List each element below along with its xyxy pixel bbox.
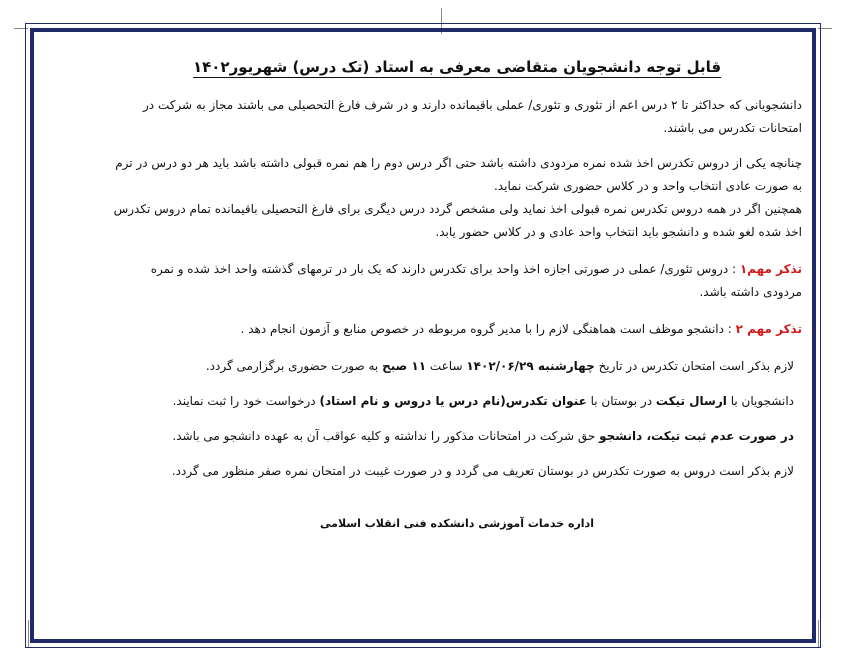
page-title-text: قابل توجه دانشجویان متقاضی معرفی به استاد (تک درس) شهریور۱۴۰۲: [192, 58, 722, 76]
note-1-label: تذکر مهم۱: [739, 262, 802, 276]
exam-text-2: ساعت: [426, 359, 467, 373]
absence-line: لازم بذکر است دروس به صورت تکدرس در بوستان تعریف می گردد و در صورت غیبت در امتحان نمره صفر منظور می گردد.: [171, 464, 794, 478]
ticket-text-1: دانشجویان با: [726, 394, 794, 408]
ticket-text-3: درخواست خود را ثبت نمایند.: [172, 394, 320, 408]
ticket-text-2: در بوستان با: [586, 394, 656, 408]
note-1-text: : دروس تئوری/ عملی در صورتی اجازه اخذ واحد برای تکدرس دارند که یک بار در ترمهای گذشته واحد اخذ شده و نمره مردودی داشته باشد.: [150, 262, 802, 299]
document-body: [112, 52, 802, 612]
no-ticket-text: حق شرکت در امتحانات مذکور را نداشته و کلیه عواقب آن به عهده دانشجو می باشد.: [172, 429, 600, 443]
exam-date-line: [112, 355, 794, 378]
exam-text-1: لازم بذکر است امتحان تکدرس در تاریخ: [594, 359, 794, 373]
paragraph-failed-course: چنانچه یکی از دروس تکدرس اخذ شده نمره مردودی داشته باشد حتی اگر درس دوم را هم نمره قبولی داشته باشد باید هر دو درس در ترم به صورت عادی انتخاب واحد و در کلاس حضوری شرکت نماید.: [115, 156, 802, 193]
ticket-line: [112, 390, 794, 413]
note-2-label: تذکر مهم ۲: [735, 322, 802, 336]
exam-text-3: به صورت حضوری برگزارمی گردد.: [205, 359, 383, 373]
no-ticket-bold: در صورت عدم ثبت تیکت، دانشجو: [599, 429, 794, 443]
page-title: [112, 58, 802, 76]
exam-date: چهارشنبه ۱۴۰۲/۰۶/۲۹: [466, 359, 595, 373]
ticket-bold-1: ارسال تیکت: [655, 394, 727, 408]
exam-time: ۱۱ صبح: [382, 359, 427, 373]
note-2: [112, 318, 802, 341]
no-ticket-line: [112, 425, 794, 448]
ticket-bold-2: عنوان تکدرس(نام درس یا دروس و نام استاد): [319, 394, 587, 408]
paragraph-eligibility: دانشجویانی که حداکثر تا ۲ درس اعم از تئوری و تئوری/ عملی باقیمانده دارند و در شرف فارغ التحصیلی می باشند مجاز به شرکت در امتحانات تکدرس می باشند.: [142, 98, 802, 135]
footer-signature: اداره خدمات آموزشی دانشکده فنی انقلاب اسلامی: [320, 517, 594, 530]
paragraph-remaining-course: همچنین اگر در همه دروس تکدرس نمره قبولی اخذ نماید ولی مشخص گردد درس دیگری برای فارغ التحصیلی باقیمانده تمام دروس تکدرس اخذ شده لغو شده و دانشجو باید انتخاب واحد عادی و در کلاس حضور یابد.: [113, 202, 802, 239]
note-2-text: : دانشجو موظف است هماهنگی لازم را با مدیر گروه مربوطه در خصوص منابع و آزمون انجام دهد .: [240, 322, 736, 336]
note-1: [112, 258, 802, 304]
